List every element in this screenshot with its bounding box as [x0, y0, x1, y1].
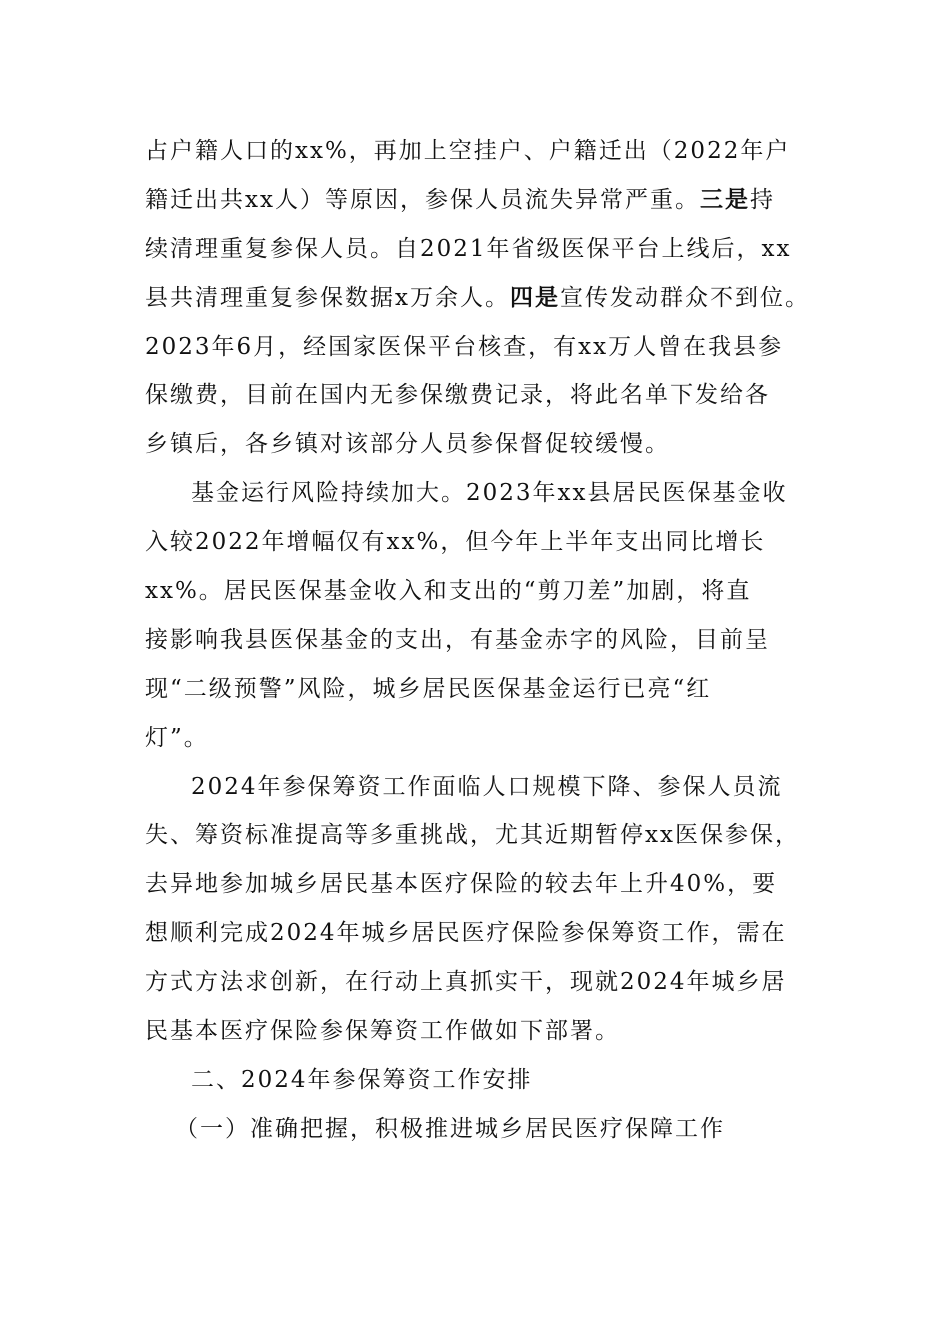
paragraph-1	[145, 127, 835, 469]
text-line: xx%。居民医保基金收入和支出的“剪刀差”加剧，将直	[145, 578, 752, 605]
text-line: 接影响我县医保基金的支出，有基金赤字的风险，目前呈	[145, 626, 770, 653]
text-span: 籍迁出共xx人）等原因，参保人员流失异常严重。	[145, 186, 700, 213]
paragraph-3	[145, 763, 835, 1056]
text-line	[145, 274, 835, 323]
bold-label-three: 三是	[699, 185, 750, 213]
text-span: 保缴费，目前在国内无参保缴费记录，将此名单下发给各	[145, 382, 770, 409]
text-line: 现“二级预警”风险，城乡居民医保基金运行已亮“红	[145, 675, 712, 702]
text-line: 2024年参保筹资工作面临人口规模下降、参保人员流	[191, 773, 783, 800]
text-span: 续清理重复参保人员。自2021年省级医保平台上线后，xx	[145, 235, 792, 262]
text-line	[145, 127, 835, 176]
text-line	[145, 176, 835, 225]
text-span: 乡镇后，各乡镇对该部分人员参保督促较缓慢。	[145, 431, 670, 458]
text-line: 灯”。	[145, 724, 209, 751]
text-line: 去异地参加城乡居民基本医疗保险的较去年上升40%，要	[145, 871, 778, 898]
paragraph-2	[145, 469, 835, 762]
text-span: 2023年6月，经国家医保平台核查，有xx万人曾在我县参	[145, 333, 784, 360]
text-line: 方式方法求创新，在行动上真抓实干，现就2024年城乡居	[145, 969, 787, 996]
bold-label-four: 四是	[509, 283, 560, 311]
text-line: 想顺利完成2024年城乡居民医疗保险参保筹资工作，需在	[145, 920, 787, 947]
text-line	[145, 420, 835, 469]
text-span: 县共清理重复参保数据x万余人。	[145, 284, 510, 311]
text-span: 持	[749, 186, 775, 213]
text-line: 基金运行风险持续加大。2023年xx县居民医保基金收	[191, 480, 788, 507]
text-span: 占户籍人口的xx%，再加上空挂户、户籍迁出（2022年户	[145, 138, 791, 164]
text-line: 入较2022年增幅仅有xx%，但今年上半年支出同比增长	[145, 529, 766, 556]
text-line: 失、筹资标准提高等多重挑战，尤其近期暂停xx医保参保，	[145, 822, 800, 849]
text-span: 宣传发动群众不到位。	[559, 284, 810, 311]
text-line	[145, 323, 835, 372]
document-page	[145, 127, 835, 1154]
subsection-heading: （一）准确把握，积极推进城乡居民医疗保障工作	[175, 1115, 725, 1142]
text-line	[145, 225, 835, 274]
text-line	[145, 371, 835, 420]
text-line: 民基本医疗保险参保筹资工作做如下部署。	[145, 1018, 620, 1045]
section-heading: 二、2024年参保筹资工作安排	[191, 1066, 533, 1093]
